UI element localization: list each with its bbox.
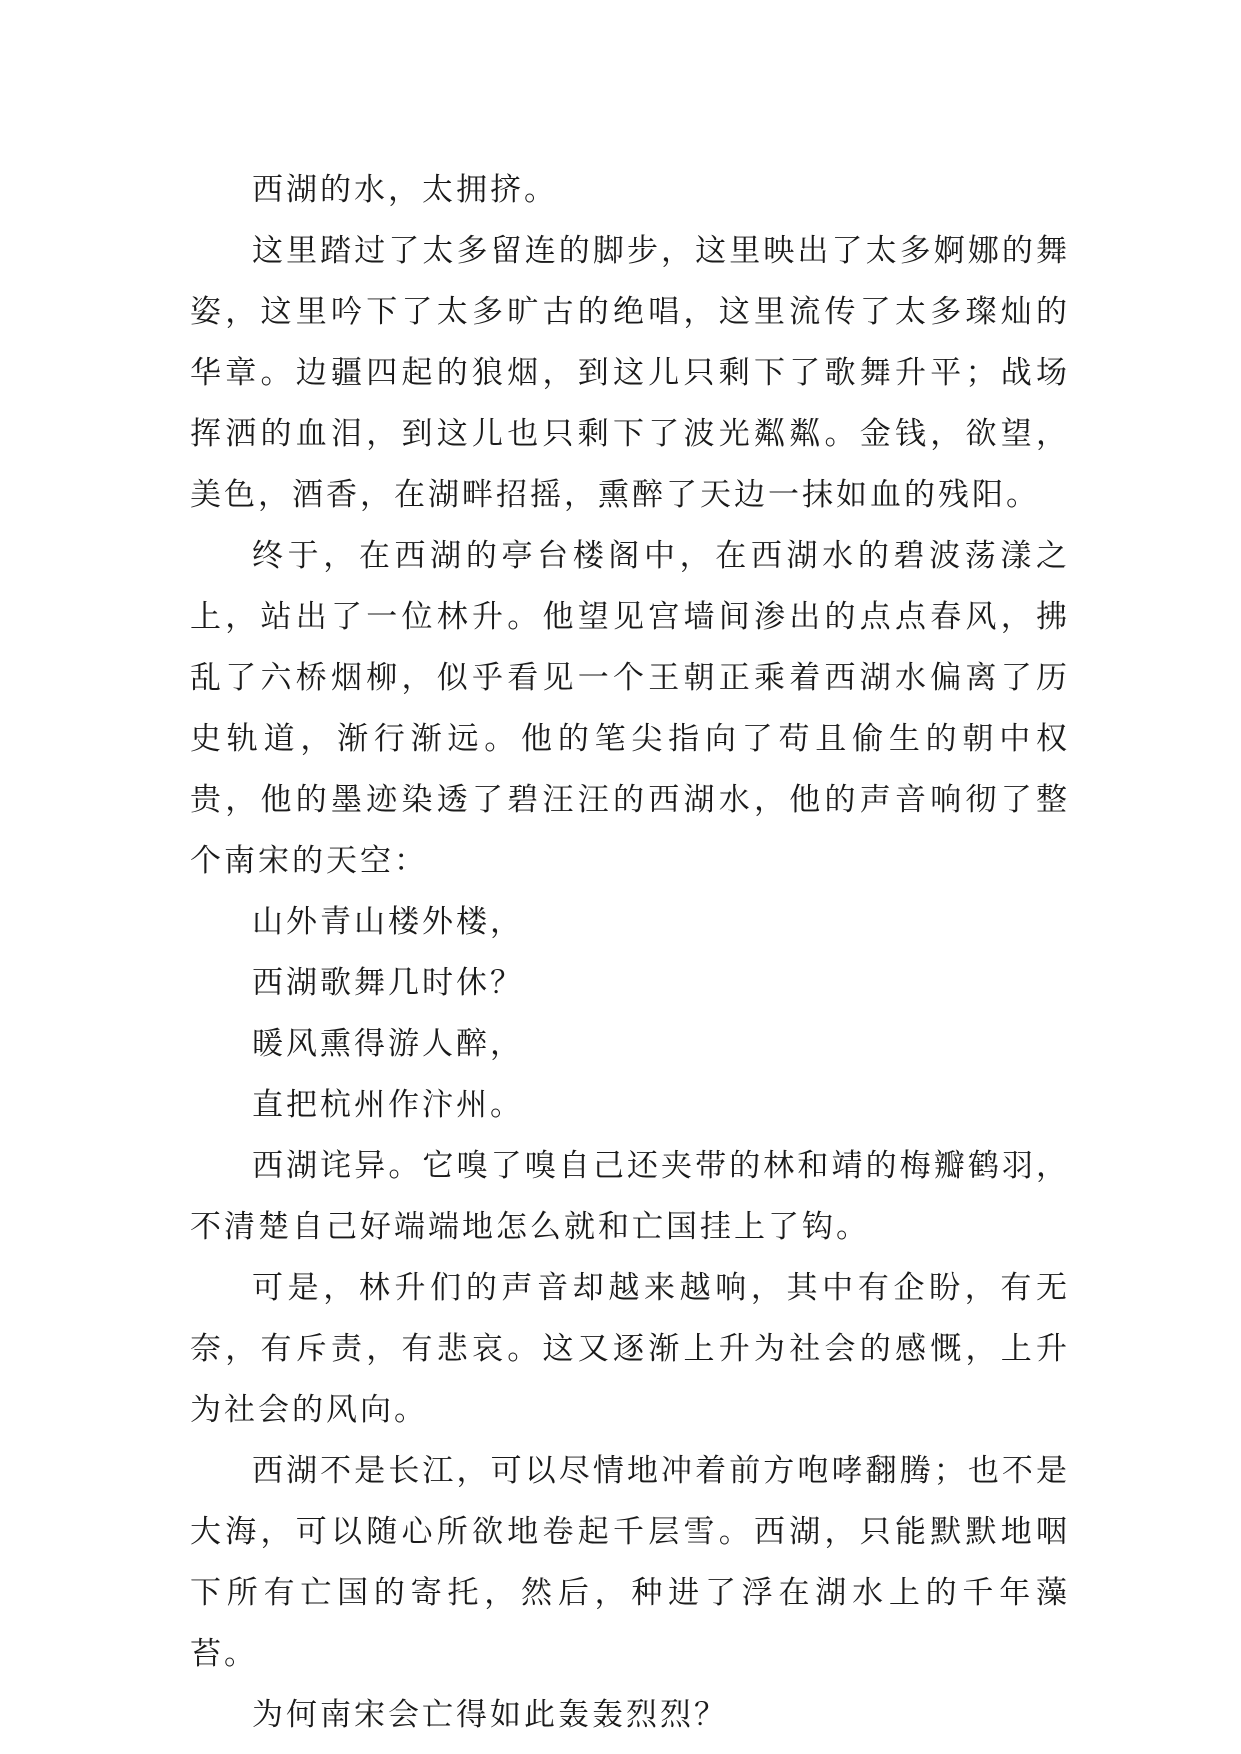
paragraph-2: 这里踏过了太多留连的脚步，这里映出了太多婀娜的舞姿，这里吟下了太多旷古的绝唱，这里流传了太多璨灿的华章。边疆四起的狼烟，到这儿只剩下了歌舞升平；战场挥洒的血泪，到这儿也只剩下了波光粼粼。金钱，欲望，美色，酒香，在湖畔招摇，熏醉了天边一抹如血的残阳。: [190, 233, 1070, 513]
paragraph-3: 终于，在西湖的亭台楼阁中，在西湖水的碧波荡漾之上，站出了一位林升。他望见宫墙间渗出的点点春风，拂乱了六桥烟柳，似乎看见一个王朝正乘着西湖水偏离了历史轨道，渐行渐远。他的笔尖指向了苟且偷生的朝中权贵，他的墨迹染透了碧汪汪的西湖水，他的声音响彻了整个南宋的天空：: [190, 538, 1070, 879]
paragraph-5: 可是，林升们的声音却越来越响，其中有企盼，有无奈，有斥责，有悲哀。这又逐渐上升为社会的感慨，上升为社会的风向。: [190, 1270, 1070, 1428]
poem-line-4: 直把杭州作汴州。: [252, 1087, 524, 1123]
poem-line-3: 暖风熏得游人醉，: [252, 1026, 524, 1062]
poem-line-2: 西湖歌舞几时休？: [252, 965, 524, 1001]
essay-body: [190, 160, 1070, 1746]
paragraph-7: 为何南宋会亡得如此轰轰烈烈？: [252, 1697, 728, 1733]
poem-line-1: 山外青山楼外楼，: [252, 904, 524, 940]
paragraph-4: 西湖诧异。它嗅了嗅自己还夹带的林和靖的梅瓣鹤羽，不清楚自己好端端地怎么就和亡国挂上了钩。: [190, 1148, 1070, 1245]
paragraph-6: 西湖不是长江，可以尽情地冲着前方咆哮翻腾；也不是大海，可以随心所欲地卷起千层雪。西湖，只能默默地咽下所有亡国的寄托，然后，种进了浮在湖水上的千年藻苔。: [190, 1453, 1070, 1672]
paragraph-1: 西湖的水，太拥挤。: [252, 172, 558, 208]
